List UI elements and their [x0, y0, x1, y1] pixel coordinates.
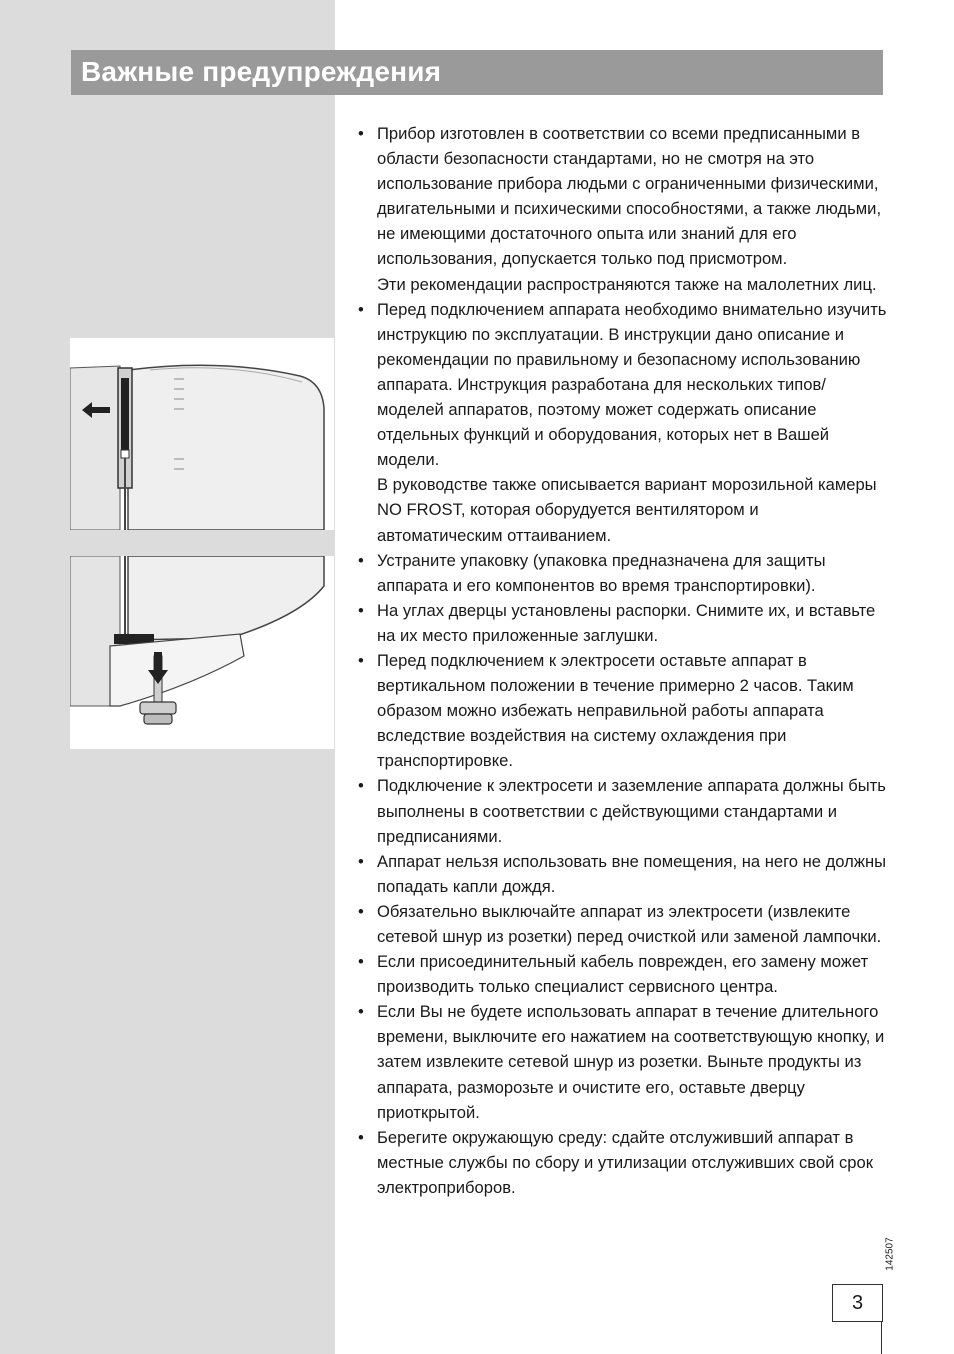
bullet-icon: • — [358, 1127, 364, 1147]
warning-text: Берегите окружающую среду: сдайте отслуживший аппарат в местные службы по сбору и утилизации отслуживших свой срок электроприборов. — [377, 1127, 874, 1197]
list-item — [355, 773, 887, 848]
warning-text: Аппарат нельзя использовать вне помещения, на него не должны попадать капли дождя. — [377, 851, 887, 896]
warning-text: Эти рекомендации распространяются также на малолетних лиц. — [377, 274, 877, 294]
title-bar — [71, 50, 883, 95]
bullet-icon: • — [358, 851, 364, 871]
warning-text: В руководстве также описывается вариант морозильной камеры NO FROST, которая оборудуется вентилятором и автоматическим оттаиванием. — [377, 475, 877, 545]
list-item — [355, 548, 887, 598]
page-number: 3 — [832, 1284, 883, 1322]
bullet-icon: • — [358, 952, 364, 972]
document-code: 142507 — [884, 1237, 896, 1271]
warning-text: Перед подключением к электросети оставьте аппарат в вертикальном положении в течение примерно 2 часов. Таким образом можно избежать неправильной работы аппарата вследствие воздействия на систему охлаждения при транспортировке. — [377, 650, 854, 771]
list-item — [355, 999, 887, 1124]
bullet-icon: • — [358, 600, 364, 620]
page-number-rule — [881, 1321, 882, 1354]
warnings-list — [355, 121, 887, 1200]
bullet-icon: • — [358, 650, 364, 670]
bullet-icon: • — [358, 550, 364, 570]
bullet-icon: • — [358, 1002, 364, 1022]
page-title: Важные предупреждения — [81, 56, 442, 87]
warning-text: Прибор изготовлен в соответствии со всеми предписанными в области безопасности стандартами, но не смотря на это использование прибора людьми с ограниченными физическими, двигательными и психическими способностями, а также людьми, не имеющими достаточного опыта или знаний для его использования, допускается только под присмотром. — [377, 124, 882, 269]
bullet-icon: • — [358, 901, 364, 921]
warning-text: Перед подключением аппарата необходимо внимательно изучить инструкцию по эксплуатации. В инструкции дано описание и рекомендации по правильному и безопасному использованию аппарата. Инструкция разработана для нескольких типов/моделей аппаратов, поэтому может содержать описание отдельных функций и оборудования, которых нет в Вашей модели. — [377, 299, 887, 470]
list-item — [355, 849, 887, 899]
warning-text: Обязательно выключайте аппарат из электросети (извлеките сетевой шнур из розетки) перед очисткой или заменой лампочки. — [377, 901, 882, 946]
warning-text: Подключение к электросети и заземление аппарата должны быть выполнены в соответствии с действующими стандартами и предписаниями. — [377, 776, 886, 846]
bullet-icon: • — [358, 776, 364, 796]
list-item — [355, 899, 887, 949]
foot-adjust-illustration — [70, 556, 334, 749]
warning-text: Если Вы не будете использовать аппарат в течение длительного времени, выключите его нажатием на соответствующую кнопку, и затем извлеките сетевой шнур из розетки. Выньте продукты из аппарата, разморозьте и очистите его, оставьте дверцу приоткрытой. — [377, 1002, 885, 1122]
warning-text: Если присоединительный кабель поврежден, его замену может производить только специалист сервисного центра. — [377, 952, 869, 997]
list-item — [355, 1125, 887, 1200]
list-item — [355, 949, 887, 999]
bullet-icon: • — [358, 124, 364, 143]
warning-text: Устраните упаковку (упаковка предназначена для защиты аппарата и его компонентов во время транспортировки). — [377, 550, 826, 595]
bullet-icon: • — [358, 299, 364, 319]
door-handle-illustration — [70, 338, 334, 530]
list-item — [355, 648, 887, 773]
warning-text: На углах дверцы установлены распорки. Снимите их, и вставьте на их место приложенные заглушки. — [377, 600, 876, 645]
list-item — [355, 121, 887, 297]
list-item — [355, 598, 887, 648]
list-item — [355, 297, 887, 548]
